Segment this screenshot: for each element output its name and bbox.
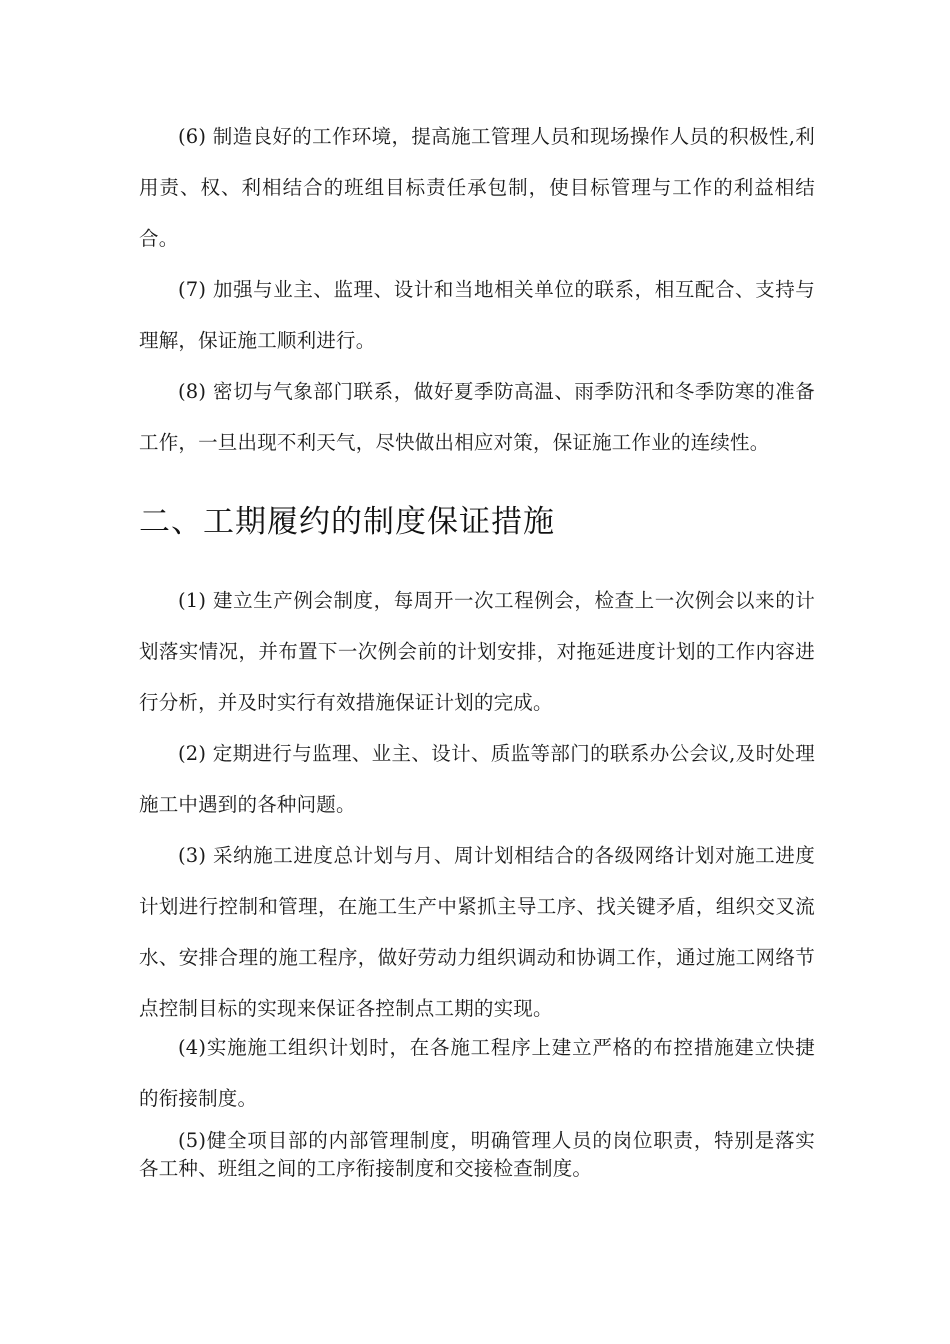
paragraph-item-7: (7) 加强与业主、监理、设计和当地相关单位的联系，相互配合、支持与理解，保证施工顺利进行。 xyxy=(139,278,815,352)
paragraph-item-8: (8) 密切与气象部门联系，做好夏季防高温、雨季防汛和冬季防寒的准备工作，一旦出现不利天气，尽快做出相应对策，保证施工作业的连续性。 xyxy=(139,380,815,454)
paragraph-item-2: (2) 定期进行与监理、业主、设计、质监等部门的联系办公会议,及时处理施工中遇到的各种问题。 xyxy=(139,742,815,816)
paragraph-item-6: (6) 制造良好的工作环境，提高施工管理人员和现场操作人员的积极性,利用责、权、利相结合的班组目标责任承包制，使目标管理与工作的利益相结合。 xyxy=(139,125,815,250)
paragraph-item-1: (1) 建立生产例会制度，每周开一次工程例会，检查上一次例会以来的计划落实情况，并布置下一次例会前的计划安排，对拖延进度计划的工作内容进行分析，并及时实行有效措施保证计划的完成。 xyxy=(139,589,815,714)
section-heading: 二、工期履约的制度保证措施 xyxy=(139,504,555,540)
paragraph-item-3: (3) 采纳施工进度总计划与月、周计划相结合的各级网络计划对施工进度计划进行控制和管理，在施工生产中紧抓主导工序、找关键矛盾，组织交叉流水、安排合理的施工程序，做好劳动力组织调动和协调工作，通过施工网络节点控制目标的实现来保证各控制点工期的实现。 xyxy=(139,844,815,1020)
paragraph-item-4: (4)实施施工组织计划时，在各施工程序上建立严格的布控措施建立快捷的衔接制度。 xyxy=(139,1036,815,1110)
paragraph-item-5: (5)健全项目部的内部管理制度，明确管理人员的岗位职责，特别是落实各工种、班组之间的工序衔接制度和交接检查制度。 xyxy=(139,1129,815,1180)
